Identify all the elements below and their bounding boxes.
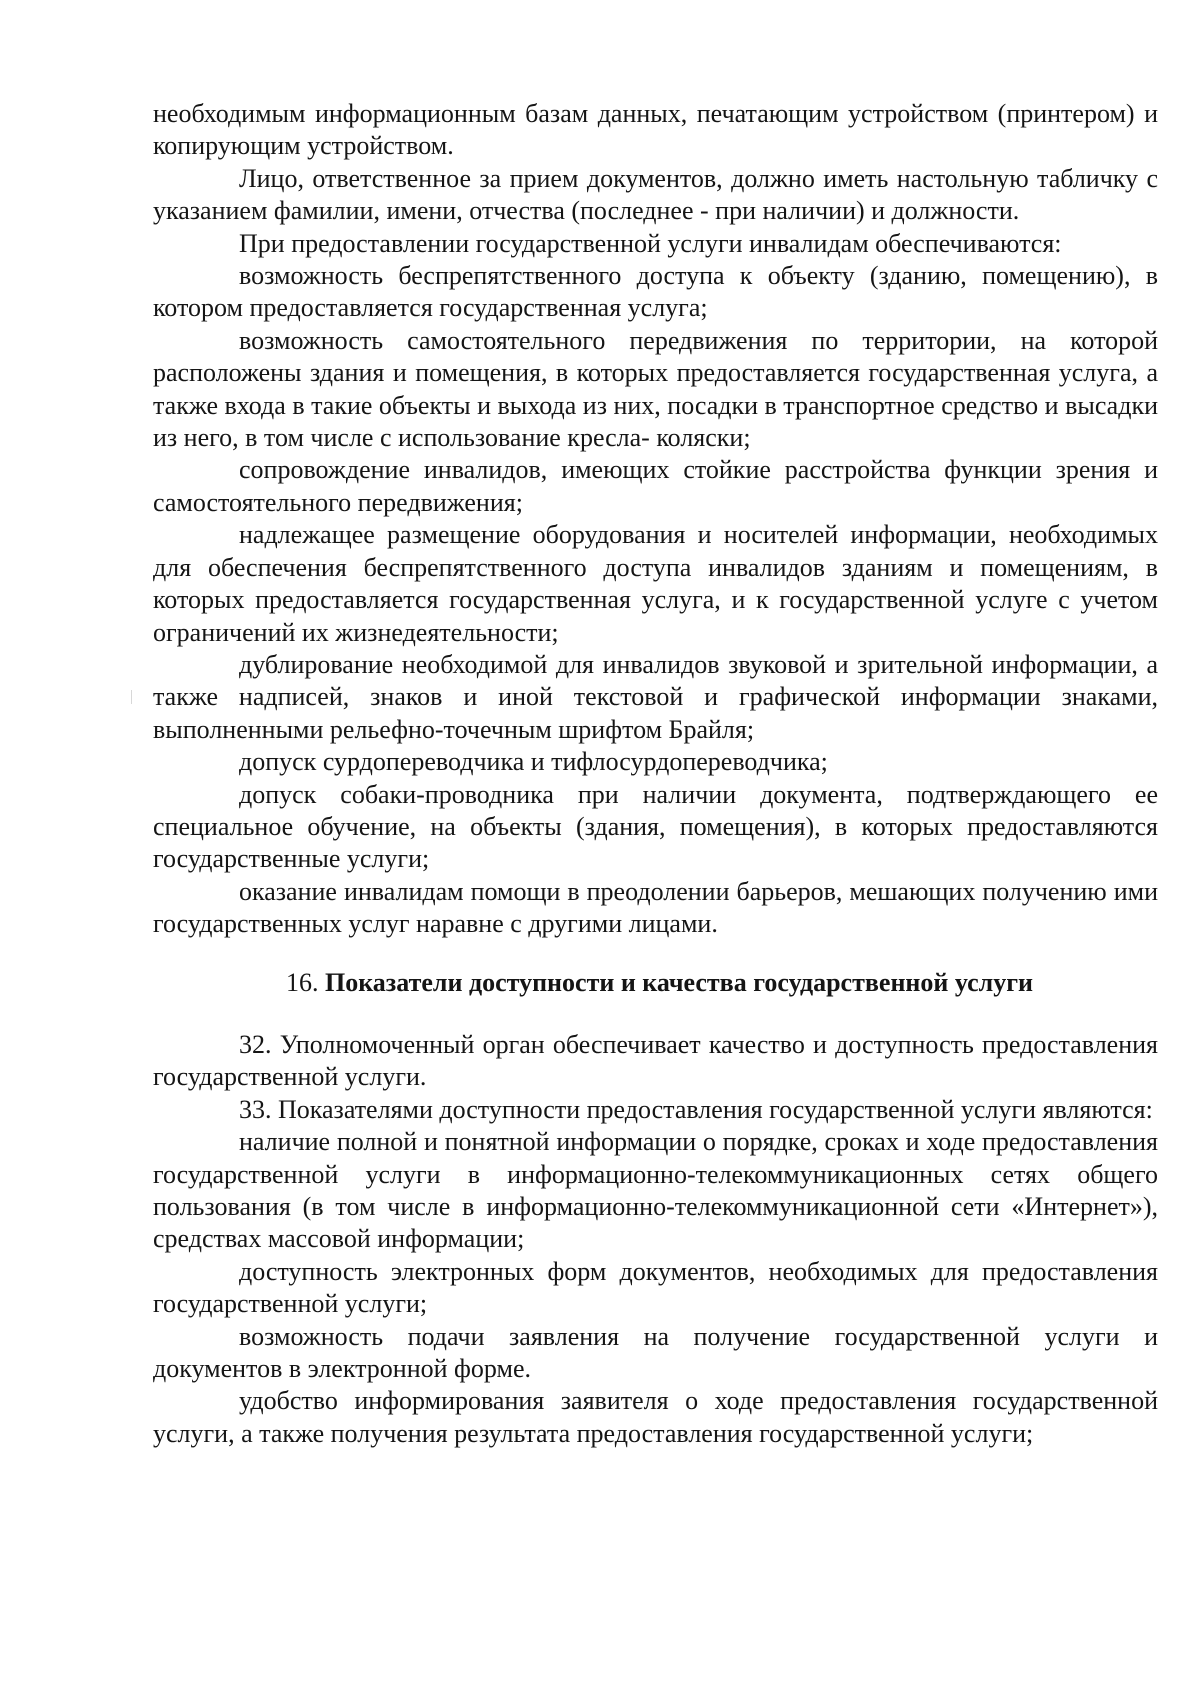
paragraphs-after-section bbox=[153, 1029, 1158, 1450]
paragraph: Лицо, ответственное за прием документов, должно иметь настольную табличку с указанием фамилии, имени, отчества (последнее - при наличии) и должности. bbox=[153, 163, 1158, 226]
paragraph: 33. Показателями доступности предоставления государственной услуги являются: bbox=[239, 1094, 1153, 1124]
paragraph: дублирование необходимой для инвалидов звуковой и зрительной информации, а также надписей, знаков и иной текстовой и графической информации знаками, выполненными рельефно-точечным шрифтом Брайля; bbox=[153, 649, 1158, 744]
paragraph: возможность подачи заявления на получение государственной услуги и документов в электронной форме. bbox=[153, 1321, 1158, 1384]
paragraph: надлежащее размещение оборудования и носителей информации, необходимых для обеспечения беспрепятственного доступа инвалидов зданиям и помещениям, в которых предоставляется государственная услуга, и к государственной услуге с учетом ограничений их жизнедеятельности; bbox=[153, 520, 1158, 647]
scan-artifact-mark bbox=[131, 690, 132, 704]
paragraph: возможность беспрепятственного доступа к объекту (зданию, помещению), в котором предоставляется государственная услуга; bbox=[153, 261, 1158, 323]
paragraph: оказание инвалидам помощи в преодолении барьеров, мешающих получению ими государственных услуг наравне с другими лицами. bbox=[153, 876, 1158, 939]
paragraph: наличие полной и понятной информации о порядке, сроках и ходе предоставления государственной услуги в информационно-телекоммуникационных сетях общего пользования (в том числе в информационно-телекоммуникационной сети «Интернет»), средствах массовой информации; bbox=[153, 1127, 1158, 1254]
paragraph: допуск сурдопереводчика и тифлосурдопереводчика; bbox=[239, 747, 828, 777]
paragraph: удобство информирования заявителя о ходе предоставления государственной услуги, а также получения результата предоставления государственной услуги; bbox=[153, 1386, 1158, 1448]
paragraph: необходимым информационным базам данных, печатающим устройством (принтером) и копирующим устройством. bbox=[153, 99, 1158, 161]
section-heading bbox=[153, 967, 1158, 999]
paragraph: доступность электронных форм документов, необходимых для предоставления государственной услуги; bbox=[153, 1256, 1158, 1319]
paragraph: возможность самостоятельного передвижения по территории, на которой расположены здания и помещения, в которых предоставляется государственная услуга, а также входа в такие объекты и выхода из них, посадки в транспортное средство и высадки из него, в том числе с использование кресла- коляски; bbox=[153, 325, 1158, 453]
paragraph: При предоставлении государственной услуги инвалидам обеспечиваются: bbox=[239, 228, 1062, 258]
document-body bbox=[153, 98, 1158, 1450]
paragraph: 32. Уполномоченный орган обеспечивает качество и доступность предоставления государственной услуги. bbox=[153, 1029, 1158, 1092]
paragraph: сопровождение инвалидов, имеющих стойкие расстройства функции зрения и самостоятельного передвижения; bbox=[153, 455, 1158, 517]
section-title: Показатели доступности и качества государственной услуги bbox=[324, 967, 1034, 997]
paragraph: допуск собаки-проводника при наличии документа, подтверждающего ее специальное обучение, на объекты (здания, помещения), в которых предоставляются государственные услуги; bbox=[153, 779, 1158, 874]
section-number: 16. bbox=[285, 967, 319, 997]
paragraphs-before-section bbox=[153, 98, 1158, 941]
